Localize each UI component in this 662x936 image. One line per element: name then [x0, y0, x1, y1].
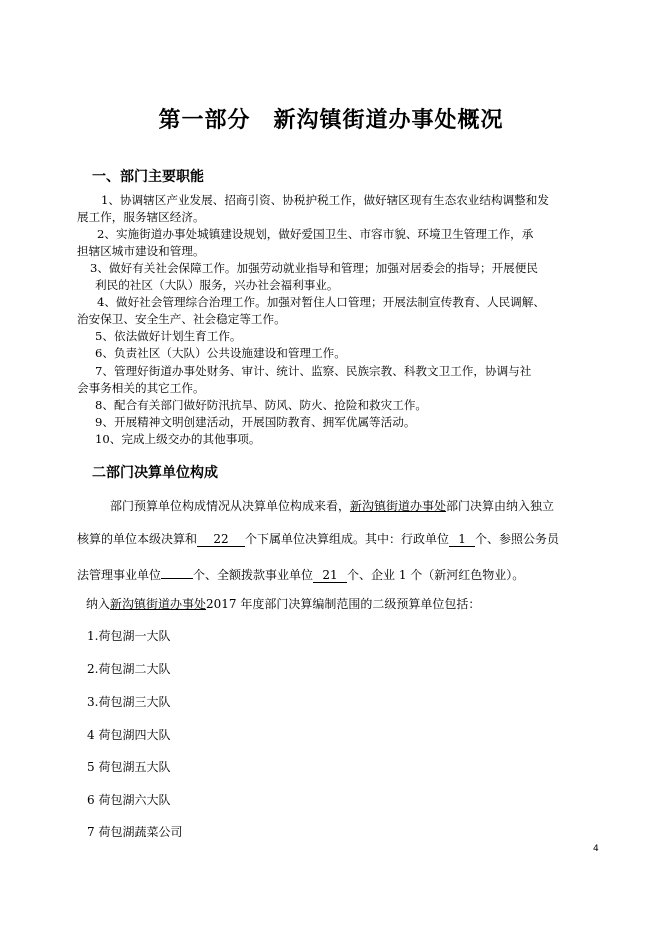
function-line: 利民的社区（大队）服务，兴办社会福利事业。: [95, 278, 339, 292]
composition-line-3: [77, 564, 524, 583]
text-span: 个、全额拨款事业单位: [193, 568, 314, 582]
text-span: 个下属单位决算组成。其中：行政单位: [245, 532, 450, 546]
function-line: 7、管理好街道办事处财务、审计、统计、监察、民族宗教、科教文卫工作，协调与社: [95, 364, 532, 378]
function-line: 10、完成上级交办的其他事项。: [95, 432, 261, 446]
org-name: 新沟镇街道办事处: [110, 597, 207, 611]
function-line: 展工作，服务辖区经济。: [77, 210, 205, 224]
text-span: 个、企业 1 个（新河红色物业）。: [347, 568, 525, 582]
unit-list-item: 4 荷包湖四大队: [87, 728, 171, 742]
function-line: 2、实施街道办事处城镇建设规划，做好爱国卫生、市容市貌、环境卫生管理工作，承: [97, 227, 534, 241]
composition-line-1: [110, 498, 554, 514]
function-line: 1、协调辖区产业发展、招商引资、协税护税工作，做好辖区现有生态农业结构调整和发: [101, 193, 549, 207]
unit-list-item: 3.荷包湖三大队: [87, 695, 171, 709]
function-line: 4、做好社会管理综合治理工作。加强对暂住人口管理；开展法制宣传教育、人民调解、: [97, 295, 545, 309]
page-title: 第一部分 新沟镇街道办事处概况: [158, 108, 504, 133]
subunit-count-field: 22: [197, 532, 245, 547]
text-span: 2017 年度部门决算编制范围的二级预算单位包括：: [206, 597, 481, 611]
function-line: 5、依法做好计划生育工作。: [95, 329, 242, 343]
secondary-units-intro: [86, 596, 480, 612]
section-heading-units: 二部门决算单位构成: [92, 465, 218, 481]
text-span: 部门预算单位构成情况从决算单位构成来看，: [110, 499, 351, 513]
org-name: 新沟镇街道办事处: [350, 499, 447, 513]
function-line: 3、做好有关社会保障工作。加强劳动就业指导和管理；加强对居委会的指导；开展便民: [90, 261, 538, 275]
unit-list-item: 5 荷包湖五大队: [87, 760, 171, 774]
function-line: 9、开展精神文明创建活动，开展国防教育、拥军优属等活动。: [95, 415, 416, 429]
text-span: 核算的单位本级决算和: [77, 532, 198, 546]
admin-unit-count-field: 1: [449, 532, 475, 547]
text-span: 部门决算由纳入独立: [446, 499, 555, 513]
function-line: 担辖区城市建设和管理。: [77, 244, 205, 258]
function-line: 会事务相关的其它工作。: [77, 381, 205, 395]
text-span: 个、参照公务员: [475, 532, 560, 546]
text-span: 纳入: [86, 597, 111, 611]
unit-list-item: 7 荷包湖蔬菜公司: [87, 825, 183, 839]
unit-list-item: 2.荷包湖二大队: [87, 662, 171, 676]
function-line: 8、配合有关部门做好防汛抗旱、防风、防火、抢险和救灾工作。: [95, 398, 428, 412]
section-heading-functions: 一、部门主要职能: [92, 169, 204, 185]
function-line: 治安保卫、安全生产、社会稳定等工作。: [77, 312, 286, 326]
composition-line-2: [77, 531, 559, 547]
unit-list-item: 6 荷包湖六大队: [87, 793, 171, 807]
reference-unit-count-field: [161, 564, 193, 579]
full-funded-unit-count-field: 21: [313, 568, 347, 583]
unit-list-item: 1.荷包湖一大队: [87, 629, 171, 643]
page-number: 4: [593, 844, 599, 854]
text-span: 法管理事业单位: [77, 568, 162, 582]
function-line: 6、负责社区（大队）公共设施建设和管理工作。: [95, 346, 346, 360]
